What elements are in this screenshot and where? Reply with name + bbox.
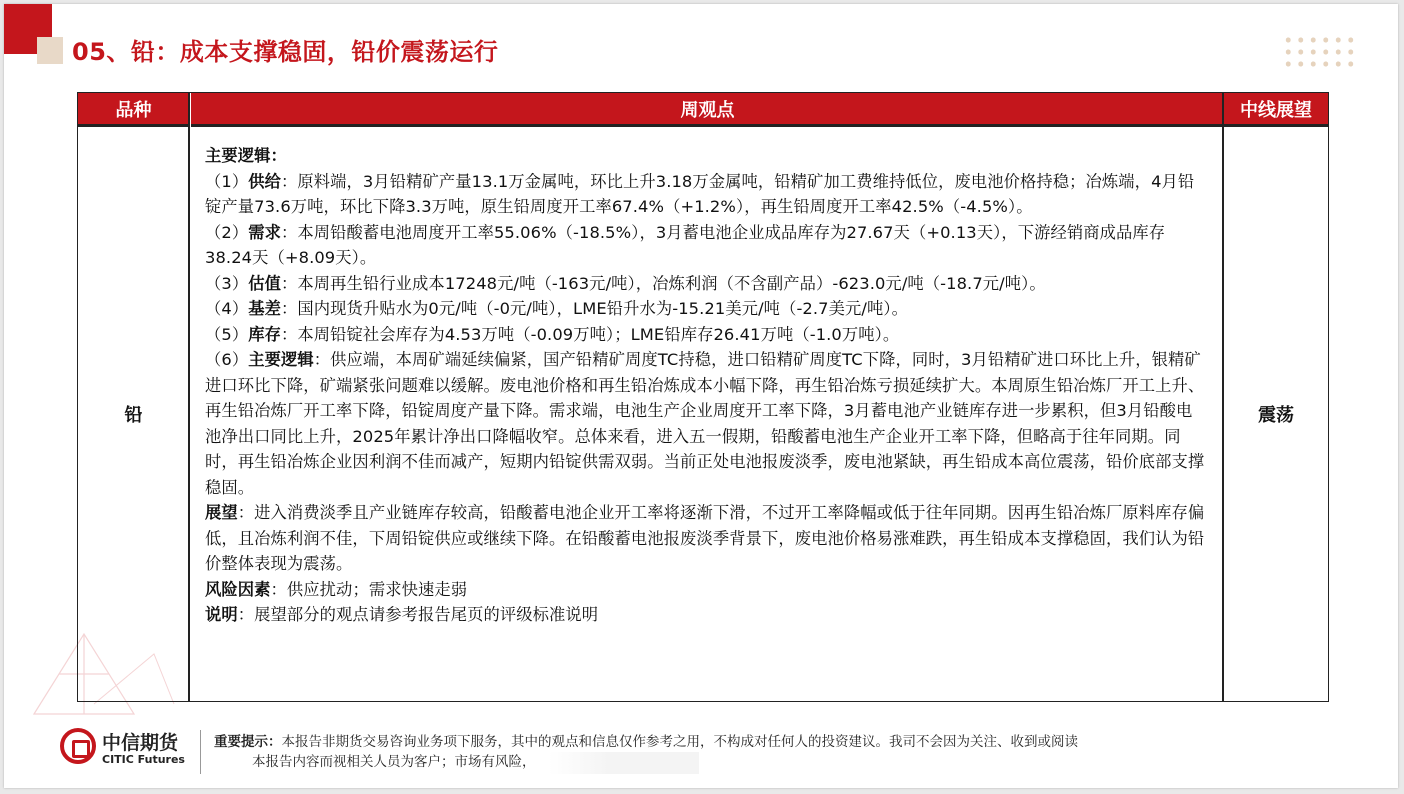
dot-grid-decoration <box>1282 34 1358 70</box>
header-weekly-view: 周观点 <box>191 93 1224 127</box>
risk-paragraph: 风险因素：供应扰动；需求快速走弱 <box>205 579 468 599</box>
logic-paragraph: （6）主要逻辑：供应端，本周矿端延续偏紧，国产铅精矿周度TC持稳，进口铅精矿周度TC下降，同时，3月铅精矿进口环比上升，银精矿进口环比下降，矿端紧张问题难以缓解。废电池价格和再生铅冶炼成本小幅下降，再生铅冶炼亏损延续扩大。本周原生铅冶炼厂开工上升、再生铅冶炼厂开工率下降，铅锭周度产量下降。需求端，电池生产企业周度开工率下降，3月蓄电池产业链库存进一步累积，但3月铅酸电池净出口同比上升，2025年累计净出口降幅收窄。总体来看，进入五一假期，铅酸蓄电池生产企业开工率下降，但略高于往年同期。同时，再生铅冶炼企业因利润不佳而减产，短期内铅锭供需双弱。当前正处电池报废淡季，废电池紧缺，再生铅成本高位震荡，铅价底部支撑稳固。 <box>205 350 1205 497</box>
inventory-paragraph: （5）库存：本周铅锭社会库存为4.53万吨（-0.09万吨）；LME铅库存26.41万吨（-1.0万吨）。 <box>205 324 900 344</box>
main-logic-heading: 主要逻辑： <box>205 146 287 165</box>
demand-paragraph: （2）需求：本周铅酸蓄电池周度开工率55.06%（-18.5%），3月蓄电池企业成品库存为27.67天（+0.13天），下游经销商成品库存38.24天（+8.09天）。 <box>205 222 1166 267</box>
report-table <box>77 92 1329 702</box>
disclaimer-line1: 本报告非期货交易咨询业务项下服务，其中的观点和信息仅作参考之用，不构成对任何人的投资建议。我司不会因为关注、收到或阅读 <box>281 734 1078 750</box>
weekly-view-cell <box>205 143 1205 628</box>
variety-cell: 铅 <box>124 405 143 426</box>
slide <box>4 4 1398 788</box>
disclaimer-line2: 本报告内容而视相关人员为客户；市场有风险， <box>252 754 536 770</box>
page-title: 05、铅：成本支撑稳固，铅价震荡运行 <box>72 38 499 66</box>
supply-paragraph: （1）供给：原料端，3月铅精矿产量13.1万金属吨，环比上升3.18万金属吨，铅精矿加工费维持低位，废电池价格持稳；冶炼端，4月铅锭产量73.6万吨，环比下降3.3万吨，原生铅周度开工率67.4%（+1.2%），再生铅周度开工率42.5%（-4.5%）。 <box>205 171 1195 216</box>
outlook-paragraph: 展望：进入消费淡季且产业链库存较高，铅酸蓄电池企业开工率将逐渐下滑，不过开工率降幅或低于往年同期。因再生铅冶炼厂原料库存偏低，且冶炼利润不佳，下周铅锭供应或继续下降。在铅酸蓄电池报废淡季背景下，废电池价格易涨难跌，再生铅成本支撑稳固，我们认为铅价整体表现为震荡。 <box>205 503 1205 573</box>
citic-logo-icon <box>60 728 96 764</box>
outlook-cell: 震荡 <box>1258 405 1294 426</box>
footer-divider <box>200 730 201 774</box>
basis-paragraph: （4）基差：国内现货升贴水为0元/吨（-0元/吨），LME铅升水为-15.21美元/吨（-2.7美元/吨）。 <box>205 299 908 318</box>
corner-decoration-beige <box>37 37 63 64</box>
disclaimer-label: 重要提示： <box>214 734 282 750</box>
note-paragraph: 说明：展望部分的观点请参考报告尾页的评级标准说明 <box>205 605 599 624</box>
company-logo <box>60 726 200 774</box>
blur-overlay <box>549 752 699 774</box>
logo-text-en: CITIC Futures <box>102 753 185 766</box>
logo-text-cn: 中信期货 <box>102 732 179 754</box>
header-mid-outlook: 中线展望 <box>1224 93 1328 127</box>
valuation-paragraph: （3）估值：本周再生铅行业成本17248元/吨（-163元/吨），冶炼利润（不含副产品）-623.0元/吨（-18.7元/吨）。 <box>205 273 1046 293</box>
header-variety: 品种 <box>78 93 189 127</box>
